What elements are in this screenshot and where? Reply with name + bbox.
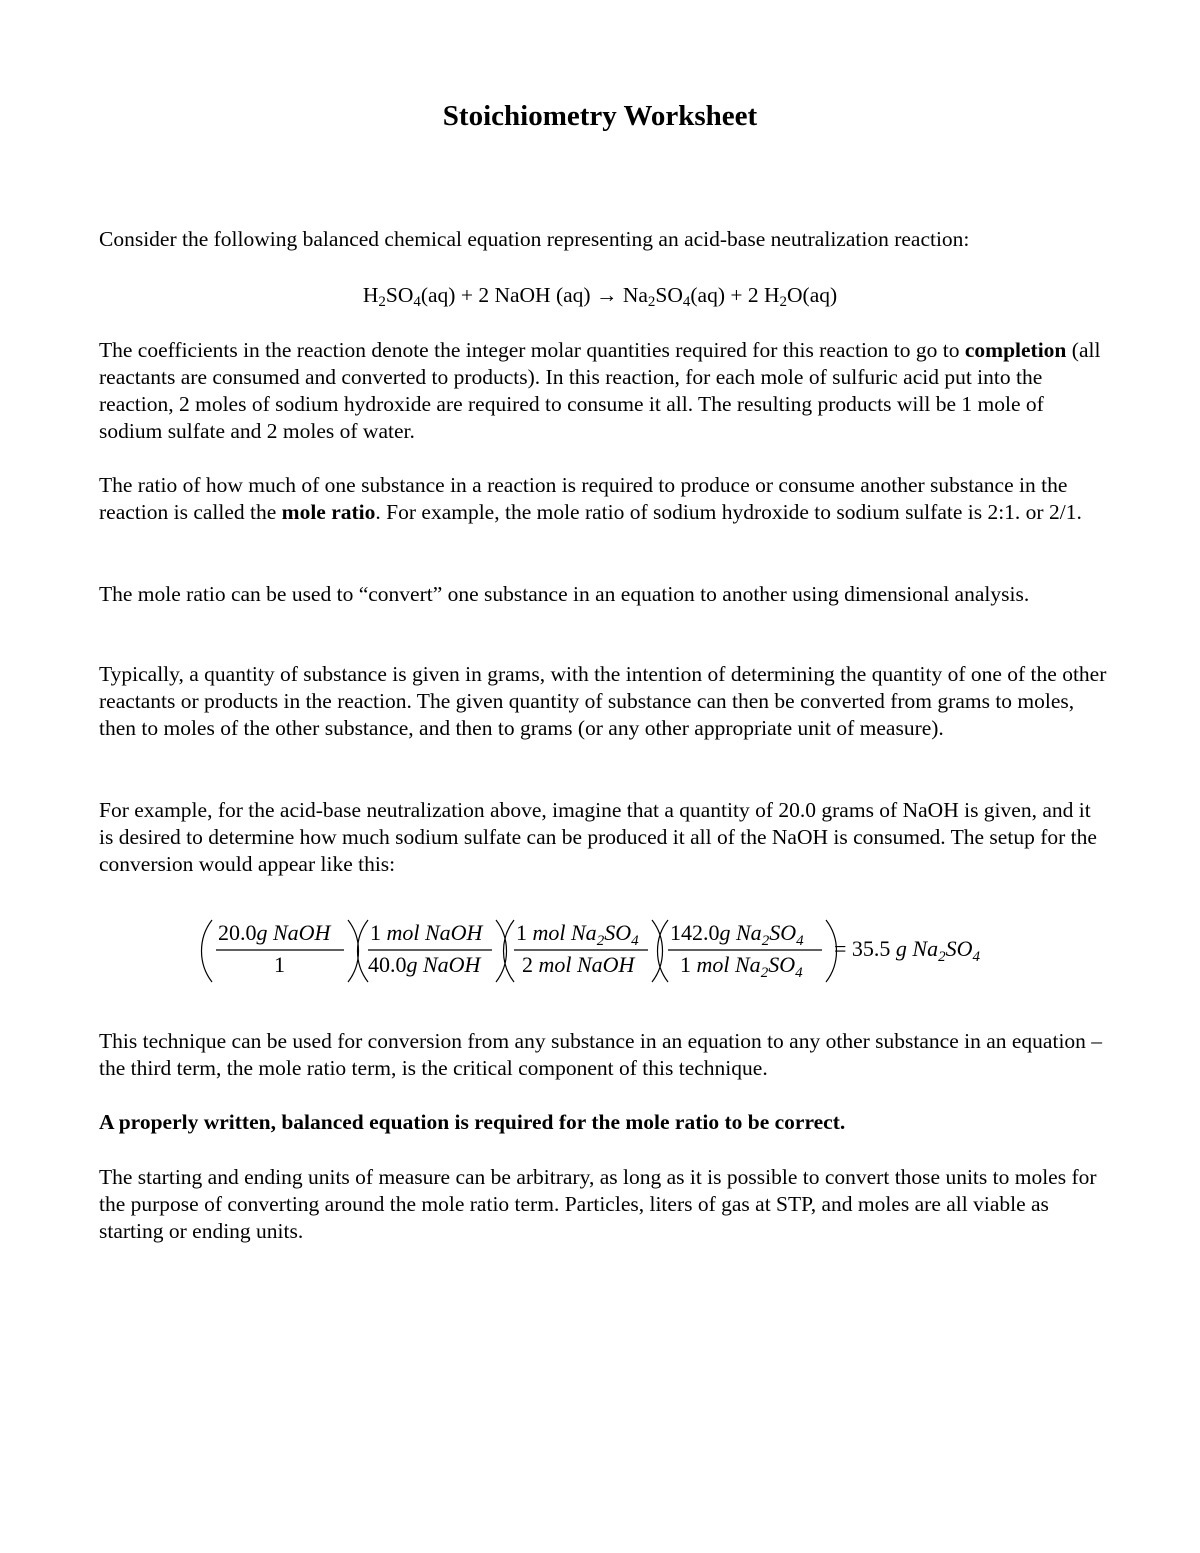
conversion-setup — [196, 906, 996, 996]
conversion-result: = 35.5 g $Na_2SO_4$ — [834, 936, 980, 965]
paren-right-2 — [496, 920, 507, 982]
completion-term: completion — [964, 338, 1067, 362]
page-title: Stoichiometry Worksheet — [442, 100, 758, 132]
svg-text:1 mol NaOH: 1 mol NaOH — [370, 920, 483, 945]
convert-paragraph: The mole ratio can be used to “convert” one substance in an equation to another using dimensional analysis. — [99, 582, 1030, 606]
svg-text:40.0g NaOH: 40.0g NaOH — [368, 952, 481, 977]
mole-ratio-paragraph: The ratio of how much of one substance in a reaction is required to produce or consume another substance in the reaction is called the mole ratio. For example, the mole ratio of sodium hydroxide to sodium sulfate is 2:1. or 2/1. — [99, 473, 1082, 524]
mole-ratio-term: mole ratio — [281, 500, 376, 524]
svg-text:1 mol Na2SO4: 1 mol $Na_2SO_4$ — [680, 952, 803, 981]
intro-paragraph: Consider the following balanced chemical equation representing an acid-base neutralization reaction: — [99, 227, 970, 251]
paren-left-3 — [504, 920, 515, 982]
example-paragraph: For example, for the acid-base neutralization above, imagine that a quantity of 20.0 grams of NaOH is given, and it is desired to determine how much sodium sulfate can be produced it all of the NaOH is consumed. The setup for the conversion would appear like this: — [99, 798, 1097, 876]
svg-text:20.0g NaOH: 20.0g NaOH — [218, 920, 331, 945]
svg-text:1 mol Na2SO4: 1 mol $Na_2SO_4$ — [516, 920, 639, 949]
paren-left-1 — [202, 920, 213, 982]
technique-paragraph: This technique can be used for conversion from any substance in an equation to any other substance in an equation – the third term, the mole ratio term, is the critical component of this technique. — [99, 1029, 1103, 1080]
svg-text:2 mol NaOH: 2 mol NaOH — [522, 952, 635, 977]
svg-text:1: 1 — [274, 952, 285, 977]
svg-text:142.0g Na2SO4: 142.0g $Na_2SO_4$ — [670, 920, 804, 949]
bold-statement: A properly written, balanced equation is required for the mole ratio to be correct. — [99, 1110, 846, 1134]
typically-paragraph: Typically, a quantity of substance is given in grams, with the intention of determining the quantity of one of the other reactants or products in the reaction. The given quantity of substance can then be converted from grams to moles, then to moles of the other substance, and then to grams (or any other appropriate unit of measure). — [99, 662, 1107, 740]
coefficients-paragraph: The coefficients in the reaction denote the integer molar quantities required for this reaction to go to completion (all reactants are consumed and converted to products). In this reaction, for each mole of sulfuric acid put into the reaction, 2 moles of sodium hydroxide are required to consume it all. The resulting products will be 1 mole of sodium sulfate and 2 moles of water. — [99, 338, 1101, 443]
units-paragraph: The starting and ending units of measure can be arbitrary, as long as it is possible to convert those units to moles for the purpose of converting around the mole ratio term. Particles, liters of gas at STP, and moles are all viable as starting or ending units. — [99, 1165, 1097, 1243]
balanced-equation: $H_2SO_4(aq) + 2$ NaOH $(aq) \to Na_2SO_4(aq) + 2$ $H_2O(aq)$ — [362, 283, 838, 310]
